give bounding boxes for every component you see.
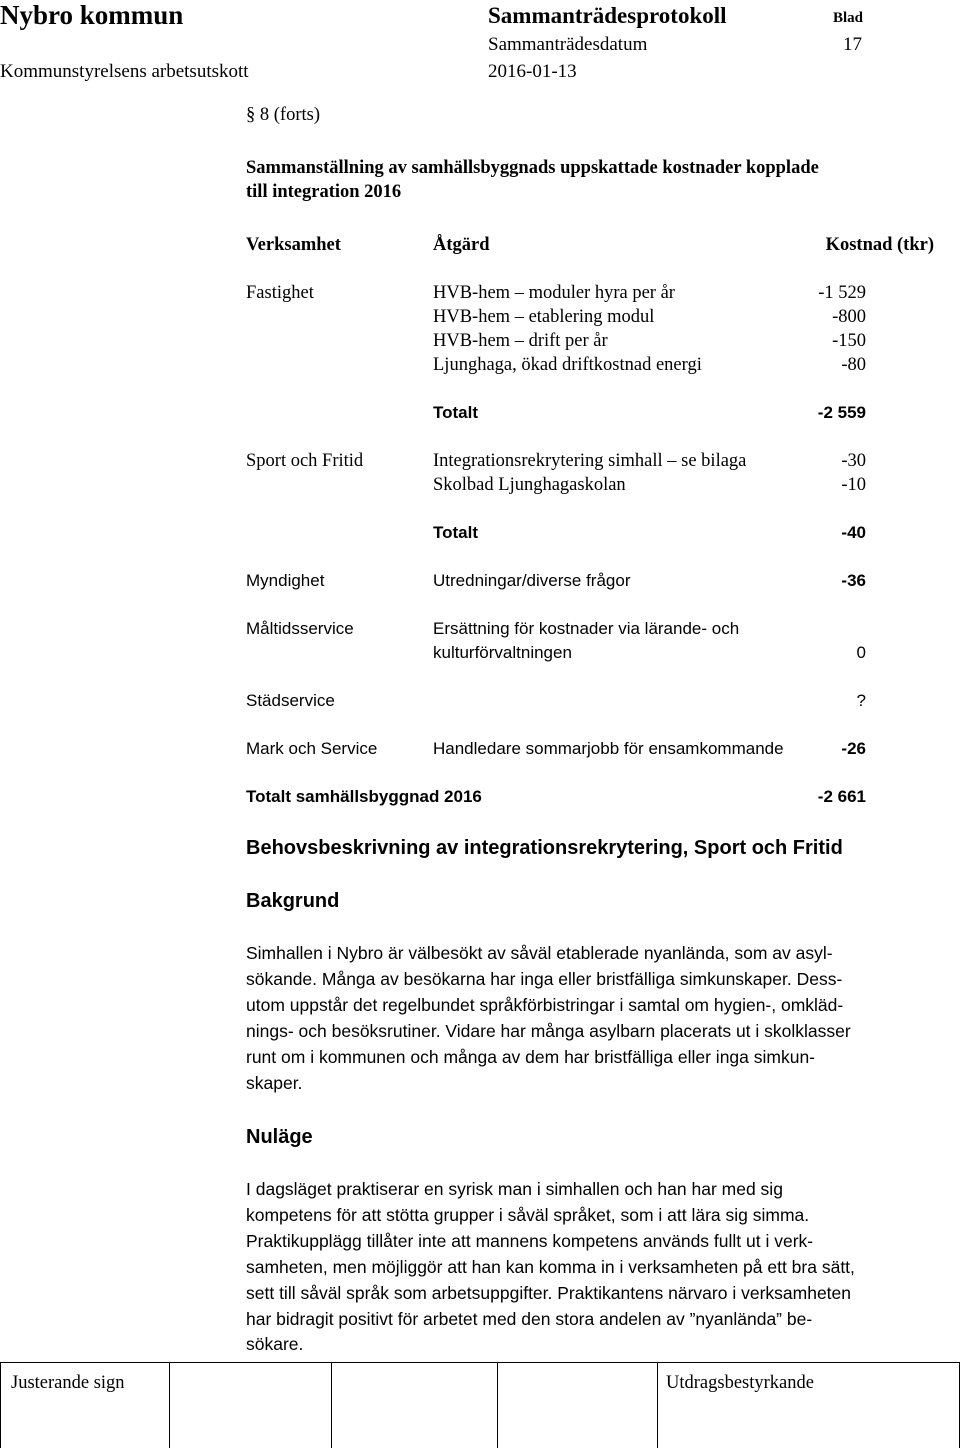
footer-divider (169, 1363, 170, 1448)
page-number: 17 (843, 34, 862, 55)
table-cell-atgard: Ljunghaga, ökad driftkostnad energi (433, 355, 702, 375)
signature-footer (0, 1362, 960, 1448)
table-cell-kostnad: -80 (841, 355, 866, 375)
table-cell-verksamhet: Städservice (246, 691, 335, 710)
table-cell-kostnad: 0 (856, 643, 866, 662)
table-cell-atgard: HVB-hem – etablering modul (433, 307, 655, 327)
paragraph-line: sökande. Många av besökarna har inga eller bristfälliga simkunskaper. Dess- (246, 968, 843, 989)
grand-total-label: Totalt samhällsbyggnad 2016 (246, 787, 482, 806)
paragraph-line: har bidragit positivt för arbetet med den stora andelen av ”nyanlända” be- (246, 1308, 813, 1329)
table-cell-atgard: Skolbad Ljunghagaskolan (433, 475, 626, 495)
summary-title-line2: till integration 2016 (246, 182, 402, 202)
paragraph-line: samheten, men möjliggör att han kan komma in i verksamheten på ett bra sätt, (246, 1256, 855, 1277)
table-cell-atgard: HVB-hem – drift per år (433, 331, 608, 351)
page-label: Blad (833, 10, 864, 26)
table-cell-atgard: HVB-hem – moduler hyra per år (433, 283, 675, 303)
paragraph-line: Simhallen i Nybro är välbesökt av såväl etablerade nyanlända, som av asyl- (246, 943, 833, 963)
subtotal-label: Totalt (433, 403, 479, 422)
background-heading: Bakgrund (246, 890, 340, 912)
paragraph-line: skaper. (246, 1072, 303, 1093)
grand-total-value: -2 661 (817, 787, 866, 806)
current-heading: Nuläge (246, 1126, 313, 1148)
paragraph-line: Praktikupplägg tillåter inte att mannens kompetens används fullt ut i verk- (246, 1230, 814, 1251)
paragraph-line: I dagsläget praktiserar en syrisk man i simhallen och han har med sig (246, 1179, 783, 1199)
summary-title-line1: Sammanställning av samhällsbyggnads uppskattade kostnader kopplade (246, 158, 819, 178)
col-header-verksamhet: Verksamhet (246, 235, 341, 255)
table-cell-kostnad: -10 (841, 475, 866, 495)
table-cell-atgard: Utredningar/diverse frågor (433, 571, 631, 590)
section-reference (246, 103, 320, 127)
subtotal-value: -2 559 (817, 403, 866, 422)
date-label: Sammanträdesdatum (488, 34, 648, 55)
paragraph-line: utom uppstår det regelbundet språkförbistringar i samtal om hygien-, omkläd- (246, 994, 844, 1015)
paragraph-line: runt om i kommunen och många av dem har bristfälliga eller inga simkun- (246, 1046, 816, 1067)
table-cell-kostnad: ? (856, 691, 866, 710)
meeting-date: 2016-01-13 (488, 61, 577, 82)
table-cell-kostnad: -30 (841, 451, 866, 471)
col-header-kostnad: Kostnad (tkr) (825, 235, 934, 255)
needs-title: Behovsbeskrivning av integrationsrekrytering, Sport och Fritid (246, 837, 843, 859)
committee-name: Kommunstyrelsens arbetsutskott (0, 61, 249, 82)
org-name: Nybro kommun (0, 0, 184, 30)
table-cell-kostnad: -800 (832, 307, 866, 327)
footer-divider (497, 1363, 498, 1448)
col-header-atgard: Åtgärd (433, 235, 490, 255)
table-cell-verksamhet: Sport och Fritid (246, 451, 364, 471)
table-cell-atgard: Integrationsrekrytering simhall – se bilaga (433, 451, 747, 471)
subtotal-label: Totalt (433, 523, 479, 542)
section-ref-text: 8 (forts) (259, 105, 320, 125)
table-cell-atgard: Ersättning för kostnader via lärande- och (433, 619, 740, 638)
table-cell-kostnad: -150 (832, 331, 866, 351)
table-cell-atgard: Handledare sommarjobb för ensamkommande (433, 739, 784, 758)
doc-type: Sammanträdesprotokoll (488, 3, 727, 28)
extract-label: Utdragsbestyrkande (666, 1373, 814, 1393)
table-cell-verksamhet: Myndighet (246, 571, 325, 590)
current-paragraph (246, 1177, 958, 1358)
section-sign: § (246, 105, 260, 125)
table-cell-verksamhet: Fastighet (246, 283, 314, 303)
subtotal-value: -40 (841, 523, 866, 542)
table-cell-verksamhet: Måltidsservice (246, 619, 354, 638)
paragraph-line: sökare. (246, 1334, 304, 1355)
table-cell-atgard: kulturförvaltningen (433, 643, 572, 662)
paragraph-line: kompetens för att stötta grupper i såväl språket, som i att lära sig simma. (246, 1204, 810, 1225)
table-cell-kostnad: -1 529 (818, 283, 866, 303)
table-cell-kostnad: -26 (841, 739, 866, 758)
signature-label: Justerande sign (11, 1373, 125, 1393)
footer-divider (657, 1363, 658, 1448)
paragraph-line: nings- och besöksrutiner. Vidare har många asylbarn placerats ut i skolklasser (246, 1020, 851, 1041)
table-cell-kostnad: -36 (841, 571, 866, 590)
table-cell-verksamhet: Mark och Service (246, 739, 378, 758)
footer-divider (331, 1363, 332, 1448)
paragraph-line: sett till såväl språk som arbetsuppgifter. Praktikantens närvaro i verksamheten (246, 1282, 851, 1303)
background-paragraph (246, 941, 958, 1096)
